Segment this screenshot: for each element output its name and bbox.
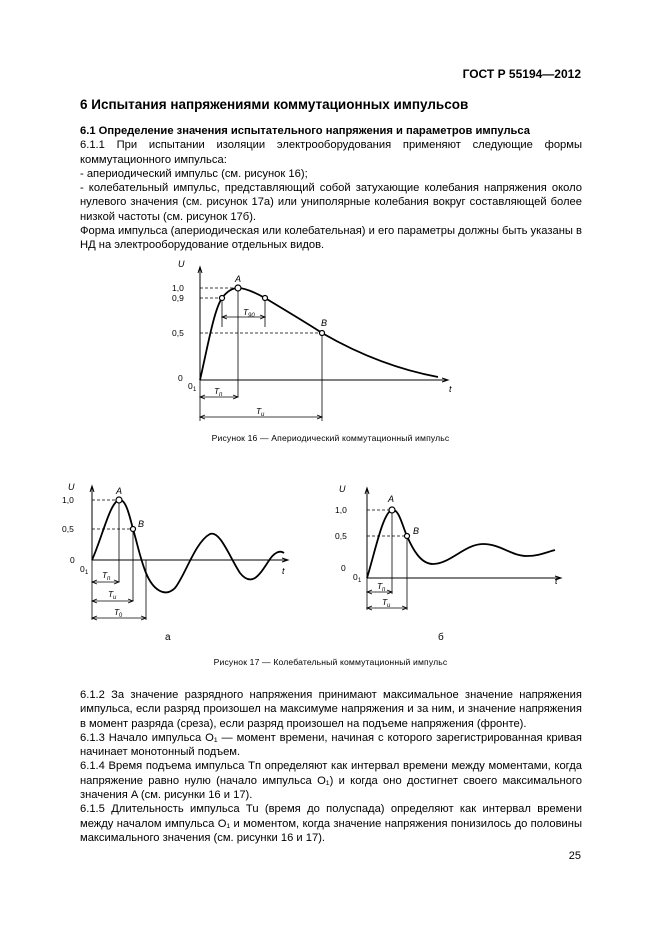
fig17a-tu-sub: u [113, 595, 117, 601]
fig17b-tick-0: 0 [341, 563, 346, 573]
fig17a-t0: T [114, 607, 120, 617]
fig17a-tick-0: 0 [70, 555, 75, 565]
figure-17b-diagram [335, 480, 575, 615]
fig17b-origin-sub: 1 [358, 578, 362, 584]
section-title: 6 Испытания напряжениями коммутационных импульсов [80, 97, 469, 112]
figure-16-diagram [170, 255, 470, 425]
subsection-title: 6.1 Определение значения испытательного напряжения и параметров импульса [80, 125, 531, 137]
fig17a-a-label: A [116, 486, 123, 496]
paragraph-6-1-5: 6.1.5 Длительность импульса Tu (время до полуспада) определяют как интервал времени между началом импульса O₁ и моментом, когда значение напряжения понизилось до половины максимального значения (см. рисунки 16 и 17). [80, 803, 582, 844]
figure-17a-sublabel: а [165, 632, 171, 643]
fig17b-x-label: t [555, 576, 558, 586]
tick-1-0: 1,0 [172, 283, 184, 293]
fig17a-point-a-marker [116, 497, 122, 503]
paragraph-6-1-1: 6.1.1 При испытании изоляции электрооборудования применяют следующие формы коммутационного импульса: [80, 139, 582, 166]
fig17b-point-a-marker [389, 507, 395, 513]
fig17b-y-label: U [339, 484, 346, 494]
tn-subscript: п [219, 392, 223, 398]
point-09-left-marker [220, 296, 225, 301]
fig17a-origin-sub: 1 [85, 570, 89, 576]
aperiodic-curve [200, 288, 438, 380]
guide-lines [200, 288, 322, 333]
list-item-aperiodic: - апериодический импульс (см. рисунок 16); [80, 167, 308, 180]
fig17b-tn: T [377, 581, 383, 591]
paragraph-6-1-2: 6.1.2 За значение разрядного напряжения принимают максимальное значение напряжения импульса, если разряд произошел на максимуме напряжения и за ним, и значение напряжения в момент разряда (среза), если разряд произошел на подъеме напряжения (фронте). [80, 689, 582, 730]
tick-0: 0 [178, 373, 183, 383]
fig17b-b-label: B [413, 526, 420, 536]
fig17b-origin: 0 [353, 572, 358, 582]
fig17b-a-label: A [388, 494, 395, 504]
point-a-marker [235, 285, 241, 291]
fig17b-tn-sub: п [382, 587, 386, 593]
paragraph-6-1-4: 6.1.4 Время подъема импульса Tп определяют как интервал времени между моментами, когда напряжение равно нулю (начало импульса O₁) и когда оно достигнет своего максимального значения A (см. рисунки 16 и 17). [80, 760, 582, 802]
list-item-oscillating: - колебательный импульс, представляющий собой затухающие колебания напряжения около нулевого значения (см. рисунок 17а) или униполярные колебания вокруг составляющей более низкой частоты (см. рисунок 17б). [80, 182, 582, 223]
figure-17-caption: Рисунок 17 — Колебательный коммутационный импульс [213, 657, 448, 667]
figure-17a-diagram [60, 478, 300, 626]
fig17b-tick-0-5: 0,5 [335, 531, 347, 541]
fig17b-tu: T [382, 597, 388, 607]
fig17b-tick-1-0: 1,0 [335, 505, 347, 515]
y-axis-label: U [178, 259, 185, 269]
tu-label: T [256, 406, 262, 416]
fig17a-tick-0-5: 0,5 [62, 524, 74, 534]
tick-0-5: 0,5 [172, 328, 184, 338]
document-header: ГОСТ Р 55194—2012 [462, 67, 581, 81]
tick-0-9: 0,9 [172, 293, 184, 303]
page-number: 25 [568, 850, 581, 862]
fig17a-t0-sub: 0 [119, 613, 123, 619]
x-axis-label: t [449, 384, 452, 394]
fig17a-b-label: B [138, 519, 145, 529]
fig17a-tn: T [102, 570, 108, 580]
fig17a-tu: T [108, 589, 114, 599]
section-6-1-2-block [80, 688, 582, 845]
fig17a-point-b-marker [131, 527, 136, 532]
fig17b-point-b-marker [405, 534, 410, 539]
figure-17b-sublabel: б [438, 632, 444, 643]
paragraph-6-1-3: 6.1.3 Начало импульса O₁ — момент времени, начиная с которого зарегистрированная кривая начинает монотонный подъем. [80, 731, 582, 759]
fig17a-tick-1-0: 1,0 [62, 495, 74, 505]
tu-subscript: u [261, 412, 265, 418]
tn-label: T [214, 386, 220, 396]
oscillating-curve-a [92, 500, 284, 593]
fig17a-origin: 0 [80, 564, 85, 574]
origin-subscript: 1 [193, 387, 197, 393]
fig17b-tu-sub: u [387, 603, 391, 609]
point-a-label: A [235, 274, 242, 284]
fig17a-tn-sub: п [107, 576, 111, 582]
t90-subscript: 90 [248, 313, 255, 319]
t90-label: T [243, 307, 249, 317]
fig17a-y-label: U [68, 482, 75, 492]
fig17a-x-label: t [282, 566, 285, 576]
origin-label: 0 [188, 381, 193, 391]
point-b-marker [320, 331, 325, 336]
figure-16-caption: Рисунок 16 — Апериодический коммутационный импульс [211, 433, 450, 443]
point-b-label: B [321, 318, 328, 328]
section-6-1-block [80, 124, 582, 253]
point-09-right-marker [263, 296, 268, 301]
oscillating-curve-b [367, 510, 555, 578]
paragraph-form: Форма импульса (апериодическая или колебательная) и его параметры должны быть указаны в НД на электрооборудование отдельных видов. [80, 225, 582, 252]
